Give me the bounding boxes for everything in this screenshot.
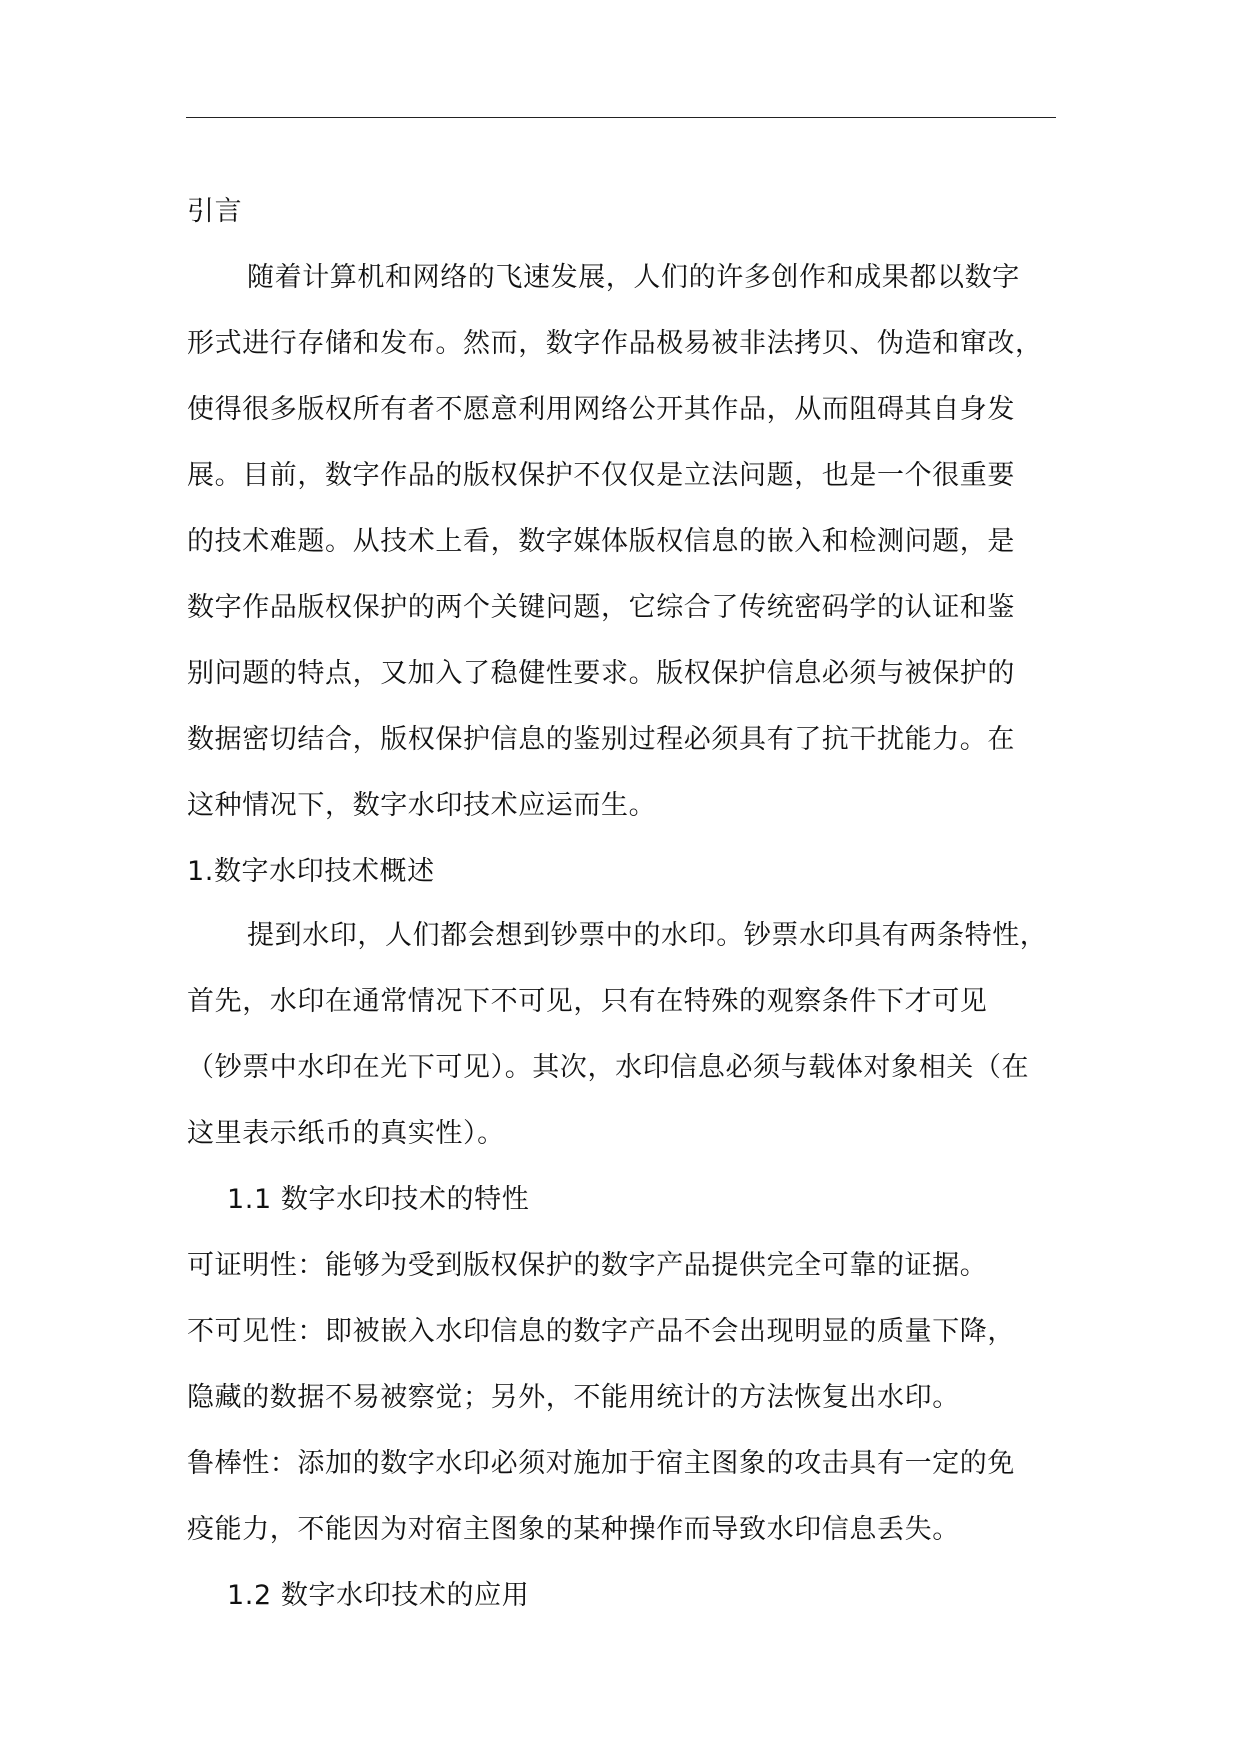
section-1-1-heading: 1.1 数字水印技术的特性 bbox=[227, 1184, 530, 1215]
header-rule bbox=[186, 117, 1056, 118]
paragraph-line: （钞票中水印在光下可见）。其次，水印信息必须与载体对象相关（在 bbox=[187, 1052, 1030, 1083]
paragraph-line: 首先，水印在通常情况下不可见，只有在特殊的观察条件下才可见 bbox=[187, 986, 988, 1017]
section-1-paragraph bbox=[187, 911, 1063, 1175]
paragraph-line: 数字作品版权保护的两个关键问题，它综合了传统密码学的认证和鉴 bbox=[187, 592, 1015, 623]
feature-line: 隐藏的数据不易被察觉；另外，不能用统计的方法恢复出水印。 bbox=[187, 1382, 960, 1413]
paragraph-line: 形式进行存储和发布。然而，数字作品极易被非法拷贝、伪造和窜改， bbox=[187, 328, 1043, 359]
feature-line: 不可见性：即被嵌入水印信息的数字产品不会出现明显的质量下降， bbox=[187, 1316, 1015, 1347]
feature-line: 疫能力，不能因为对宿主图象的某种操作而导致水印信息丢失。 bbox=[187, 1514, 960, 1545]
features-list bbox=[187, 1241, 1063, 1571]
intro-heading: 引言 bbox=[187, 196, 243, 227]
intro-paragraph bbox=[187, 253, 1063, 847]
section-1-heading: 1.数字水印技术概述 bbox=[187, 856, 435, 887]
feature-line: 可证明性：能够为受到版权保护的数字产品提供完全可靠的证据。 bbox=[187, 1250, 988, 1281]
paragraph-line: 数据密切结合，版权保护信息的鉴别过程必须具有了抗干扰能力。在 bbox=[187, 724, 1015, 755]
paragraph-line: 的技术难题。从技术上看，数字媒体版权信息的嵌入和检测问题，是 bbox=[187, 526, 1015, 557]
paragraph-line: 展。目前，数字作品的版权保护不仅仅是立法问题，也是一个很重要 bbox=[187, 460, 1015, 491]
paragraph-line: 随着计算机和网络的飞速发展，人们的许多创作和成果都以数字 bbox=[247, 262, 1020, 293]
paragraph-line: 这里表示纸币的真实性）。 bbox=[187, 1118, 505, 1149]
document-body bbox=[187, 187, 1063, 1637]
section-1-2-heading: 1.2 数字水印技术的应用 bbox=[227, 1580, 530, 1611]
paragraph-line: 使得很多版权所有者不愿意利用网络公开其作品，从而阻碍其自身发 bbox=[187, 394, 1015, 425]
feature-line: 鲁棒性：添加的数字水印必须对施加于宿主图象的攻击具有一定的免 bbox=[187, 1448, 1015, 1479]
paragraph-line: 这种情况下，数字水印技术应运而生。 bbox=[187, 790, 657, 821]
paragraph-line: 别问题的特点，又加入了稳健性要求。版权保护信息必须与被保护的 bbox=[187, 658, 1015, 689]
paragraph-line: 提到水印，人们都会想到钞票中的水印。钞票水印具有两条特性， bbox=[247, 920, 1048, 951]
